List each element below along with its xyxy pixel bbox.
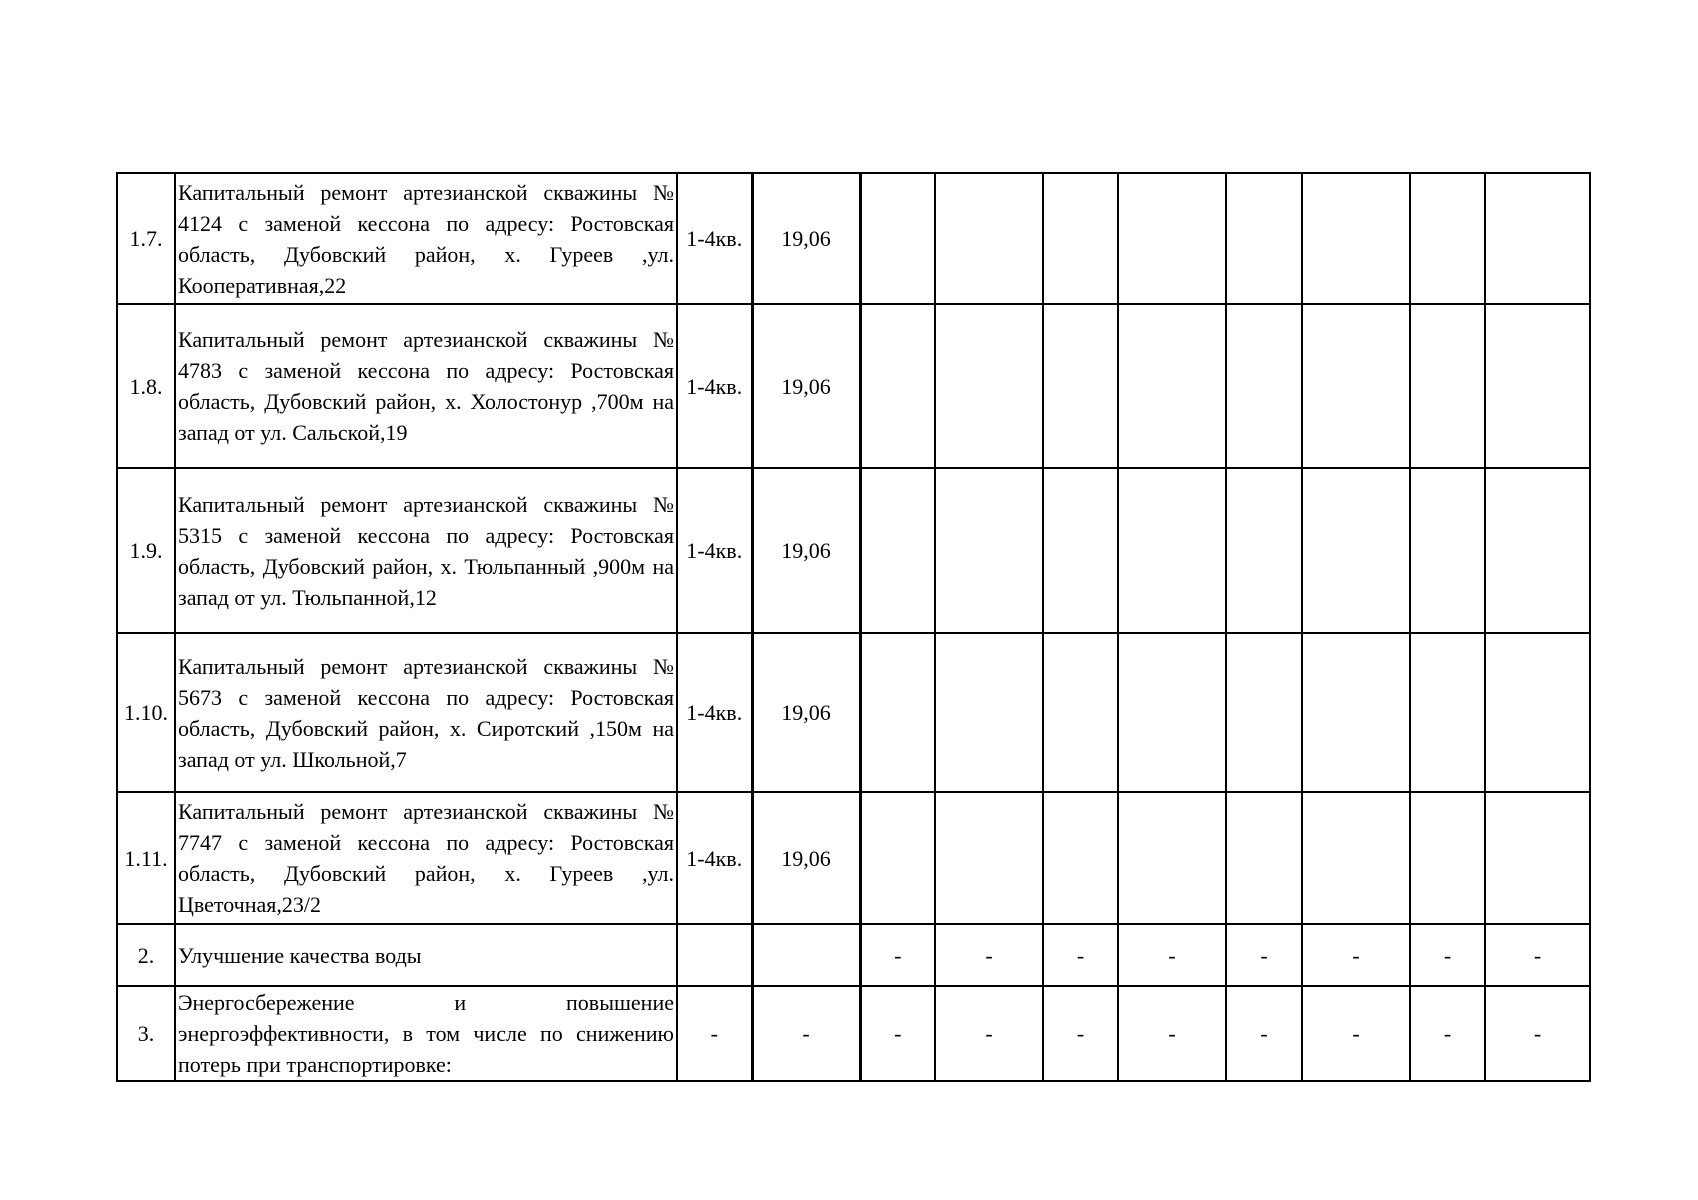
row-number: 1.7. (117, 173, 175, 304)
row-cell (1226, 792, 1302, 924)
row-cell: - (1410, 986, 1485, 1081)
row-cell (1118, 468, 1226, 633)
row-period: 1-4кв. (677, 792, 752, 924)
row-cell (1302, 468, 1410, 633)
table-body (117, 173, 1590, 1081)
row-cell (1410, 633, 1485, 792)
row-number: 1.8. (117, 304, 175, 468)
row-cell: - (1118, 924, 1226, 986)
table-row (117, 468, 1590, 633)
row-cell: - (1410, 924, 1485, 986)
row-cell (1118, 304, 1226, 468)
row-cell: - (860, 924, 935, 986)
table-row (117, 924, 1590, 986)
row-cell (860, 633, 935, 792)
row-period: 1-4кв. (677, 633, 752, 792)
row-cell: - (935, 986, 1043, 1081)
row-cell (1410, 173, 1485, 304)
row-cell (935, 173, 1043, 304)
row-value: 19,06 (752, 633, 860, 792)
row-cell (1410, 468, 1485, 633)
row-cell: - (1302, 924, 1410, 986)
row-cell (935, 304, 1043, 468)
row-cell: - (1043, 986, 1118, 1081)
row-cell (860, 304, 935, 468)
table-row (117, 304, 1590, 468)
row-value: 19,06 (752, 304, 860, 468)
row-number: 1.10. (117, 633, 175, 792)
row-cell (1118, 173, 1226, 304)
row-number: 2. (117, 924, 175, 986)
row-cell (1226, 468, 1302, 633)
row-description: Энергосбережение и повышение энергоэффективности, в том числе по снижению потерь при транспортировке: (175, 986, 677, 1081)
row-cell (935, 468, 1043, 633)
table-row (117, 173, 1590, 304)
row-cell: - (1043, 924, 1118, 986)
row-cell (1410, 304, 1485, 468)
row-cell: - (1226, 986, 1302, 1081)
row-cell (1043, 173, 1118, 304)
row-cell (1302, 304, 1410, 468)
row-description: Капитальный ремонт артезианской скважины № 4124 с заменой кессона по адресу: Ростовская область, Дубовский район, х. Гуреев ,ул. Кооперативная,22 (175, 173, 677, 304)
row-period (677, 924, 752, 986)
table-row (117, 633, 1590, 792)
row-cell (1043, 304, 1118, 468)
row-cell: - (1226, 924, 1302, 986)
row-cell (935, 633, 1043, 792)
row-cell (1302, 173, 1410, 304)
row-cell: - (1302, 986, 1410, 1081)
row-cell (1410, 792, 1485, 924)
row-description: Капитальный ремонт артезианской скважины № 4783 с заменой кессона по адресу: Ростовская область, Дубовский район, х. Холостонур ,700м на запад от ул. Сальской,19 (175, 304, 677, 468)
row-description: Капитальный ремонт артезианской скважины № 7747 с заменой кессона по адресу: Ростовская область, Дубовский район, х. Гуреев ,ул. Цветочная,23/2 (175, 792, 677, 924)
row-cell (1226, 633, 1302, 792)
row-cell (860, 468, 935, 633)
table-row (117, 986, 1590, 1081)
row-value: 19,06 (752, 468, 860, 633)
row-cell (1302, 633, 1410, 792)
row-value: 19,06 (752, 792, 860, 924)
row-cell (1043, 633, 1118, 792)
row-cell (1485, 173, 1590, 304)
row-description: Улучшение качества воды (175, 924, 677, 986)
program-table (116, 172, 1591, 1082)
row-cell (1485, 304, 1590, 468)
row-cell: - (1118, 986, 1226, 1081)
row-cell: - (935, 924, 1043, 986)
row-cell: - (1485, 924, 1590, 986)
row-cell (860, 792, 935, 924)
row-value: 19,06 (752, 173, 860, 304)
row-cell (1043, 468, 1118, 633)
row-cell (860, 173, 935, 304)
row-cell: - (1485, 986, 1590, 1081)
row-description: Капитальный ремонт артезианской скважины № 5315 с заменой кессона по адресу: Ростовская область, Дубовский район, х. Тюльпанный ,900м на запад от ул. Тюльпанной,12 (175, 468, 677, 633)
table-row (117, 792, 1590, 924)
row-value: - (752, 986, 860, 1081)
row-cell (1118, 792, 1226, 924)
row-period: - (677, 986, 752, 1081)
row-cell (1302, 792, 1410, 924)
row-period: 1-4кв. (677, 304, 752, 468)
row-number: 3. (117, 986, 175, 1081)
row-number: 1.9. (117, 468, 175, 633)
row-cell (1226, 173, 1302, 304)
row-cell (1043, 792, 1118, 924)
row-value (752, 924, 860, 986)
row-cell (1485, 792, 1590, 924)
row-cell (1485, 468, 1590, 633)
row-period: 1-4кв. (677, 173, 752, 304)
row-cell (1118, 633, 1226, 792)
row-cell (935, 792, 1043, 924)
row-cell (1485, 633, 1590, 792)
row-period: 1-4кв. (677, 468, 752, 633)
row-cell (1226, 304, 1302, 468)
row-number: 1.11. (117, 792, 175, 924)
row-cell: - (860, 986, 935, 1081)
row-description: Капитальный ремонт артезианской скважины № 5673 с заменой кессона по адресу: Ростовская область, Дубовский район, х. Сиротский ,150м на запад от ул. Школьной,7 (175, 633, 677, 792)
